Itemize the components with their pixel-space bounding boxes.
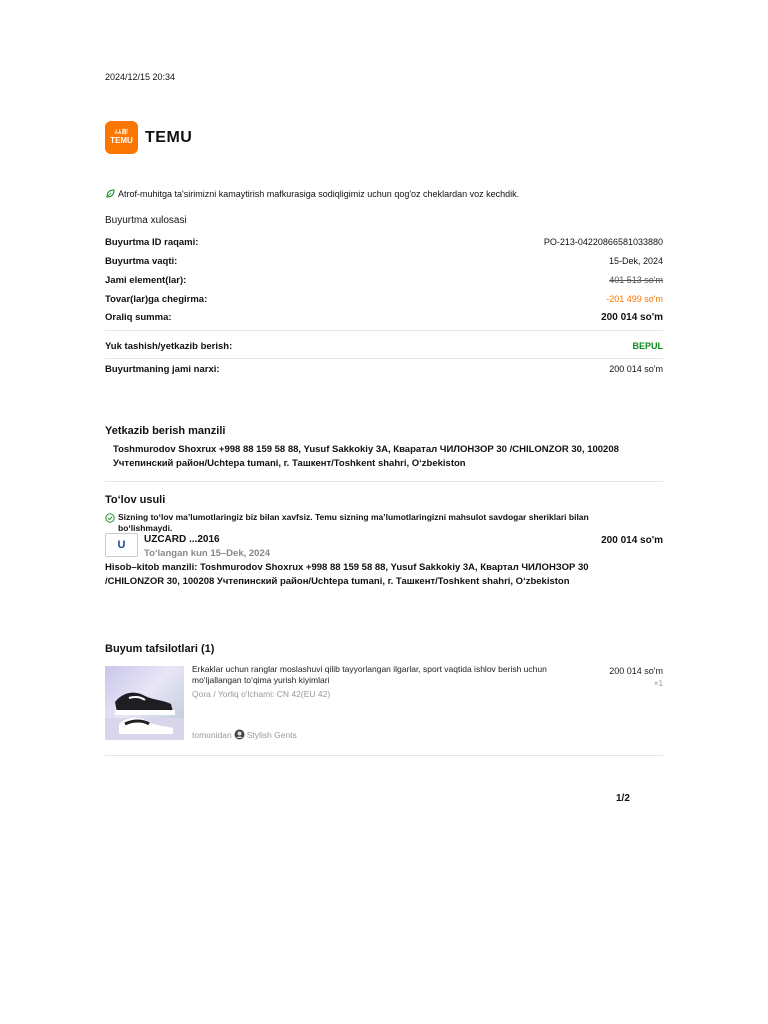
eco-note [105,189,519,199]
product-image[interactable] [105,666,184,740]
order-id-value: PO-213-04220866581033880 [543,237,663,247]
discount-row [105,294,663,305]
temu-logo [105,121,192,154]
page-number: 1/2 [616,793,630,804]
order-date-label: Buyurtma vaqti: [105,256,178,267]
seller[interactable] [192,729,297,740]
shipping-label: Yuk tashish/yetkazib berish: [105,341,233,352]
summary-title: Buyurtma xulosasi [105,215,187,226]
paid-date: To‘langan kun 15–Dek, 2024 [144,548,271,559]
delivery-title: Yetkazib berish manzili [105,425,226,437]
delivery-divider [105,481,663,482]
seller-name: Stylish Gents [246,729,297,740]
order-id-label: Buyurtma ID raqami: [105,237,199,248]
order-id-row [105,237,663,248]
print-timestamp: 2024/12/15 20:34 [105,72,176,82]
payment-title: To‘lov usuli [105,494,166,506]
billing-address: Hisob–kitob manzili: Toshmurodov Shoxrux +998 88 159 58 88, Yusuf Sakkokiy 3A, Квартал ЧИЛОНЗОР 30 /CHILONZOR 30, 100208 Учтепинский район/Uchtepa tumani, г. Ташкент/Toshkent shahri, O‘zbekiston [105,562,589,587]
eco-note-text: Atrof-muhitga ta'sirimizni kamaytirish mafkurasiga sodiqligimiz uchun qog'oz cheklardan voz kechdik. [118,189,520,199]
items-total-row [105,275,663,286]
secure-note-text: Sizning to‘lov ma’lumotlaringiz biz bilan xavfsiz. Temu sizning ma’lumotlaringizni mahsulot savdogar sheriklari bilan bo‘lishmaydi. [118,512,589,533]
subtotal-value: 200 014 so'm [601,312,663,323]
items-total-value: 401 513 so'm [609,275,663,285]
discount-value: -201 499 so'm [606,294,663,304]
shipping-divider [105,358,663,359]
seller-prefix: tomonidan [192,729,232,740]
subtotal-label: Oraliq summa: [105,312,172,323]
item-variant: Qora / Yorliq o'lchami: CN 42(EU 42) [192,689,331,699]
sneaker-icon [105,666,184,740]
logo-text: TEMU [145,128,193,146]
logo-badge-word: TEMU [110,136,133,145]
payment-secure-note [105,512,645,534]
temu-logo-badge [105,121,138,154]
order-total-row [105,364,663,375]
delivery-address: Toshmurodov Shoxrux +998 88 159 58 88, Yusuf Sakkokiy 3A, Кварaтал ЧИЛОНЗОР 30 /CHILONZOR 30, 100208 Учтепинский район/Uchtepa tumani, г. Ташкент/Toshkent shahri, O‘zbekiston [113,444,619,469]
card-name: UZCARD ...2016 [144,534,220,545]
item-price: 200 014 so'm [609,666,663,676]
item-title[interactable]: Erkaklar uchun ranglar moslashuvi qilib tayyorlangan ilgarlar, sport vaqtida ishlov berish uchun mo‘ljallangan to‘qima yurish kiyimlari [192,664,547,685]
summary-divider [105,330,663,331]
items-title: Buyum tafsilotlari (1) [105,643,215,655]
store-avatar-icon [234,729,245,740]
shipping-value: BEPUL [632,341,663,351]
shield-check-icon [105,513,115,523]
shipping-row [105,341,663,352]
order-total-value: 200 014 so'm [609,364,663,374]
order-total-label: Buyurtmaning jami narxi: [105,364,220,375]
items-total-label: Jami element(lar): [105,275,187,286]
subtotal-row [105,312,663,323]
logo-glyphs: ﾑﾑ卸 [114,130,129,136]
uzcard-logo: U [105,533,138,557]
leaf-icon [105,189,115,199]
items-divider [105,755,663,756]
item-quantity: ×1 [653,679,663,688]
discount-label: Tovar(lar)ga chegirma: [105,294,208,305]
order-date-row [105,256,663,267]
order-date-value: 15-Dek, 2024 [608,256,663,266]
payment-amount: 200 014 so'm [601,535,663,546]
